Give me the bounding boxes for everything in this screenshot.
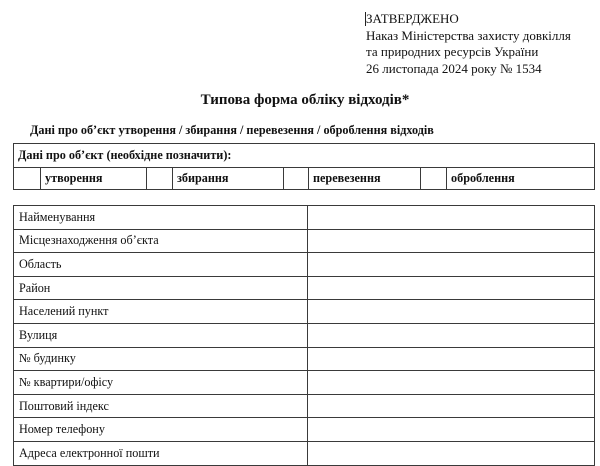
row-label-region: Область [14,253,308,277]
option-label-processing: оброблення [447,168,595,190]
email-field[interactable] [308,441,595,465]
building-number-field[interactable] [308,347,595,371]
checkbox-transportation[interactable] [284,168,309,190]
postal-code-field[interactable] [308,394,595,418]
table-row [14,206,595,230]
table-row [14,347,595,371]
object-details-table [13,205,595,466]
checkbox-collection[interactable] [147,168,173,190]
phone-field[interactable] [308,418,595,442]
street-field[interactable] [308,323,595,347]
object-type-heading: Дані про об’єкт (необхідне позначити): [14,144,595,168]
location-field[interactable] [308,229,595,253]
option-label-transportation: перевезення [309,168,421,190]
option-label-generation: утворення [41,168,147,190]
row-label-settlement: Населений пункт [14,300,308,324]
table-row [14,441,595,465]
row-label-name: Найменування [14,206,308,230]
order-line-2: та природних ресурсів України [366,44,539,60]
order-line-1: Наказ Міністерства захисту довкілля [366,27,571,43]
row-label-postal-code: Поштовий індекс [14,394,308,418]
section-subtitle: Дані про об’єкт утворення / збирання / перевезення / оброблення відходів [30,123,434,137]
table-row [14,253,595,277]
table-row [14,371,595,395]
checkbox-processing[interactable] [421,168,447,190]
table-row [14,276,595,300]
row-label-email: Адреса електронної пошти [14,441,308,465]
name-field[interactable] [308,206,595,230]
table-row [14,394,595,418]
option-label-collection: збирання [173,168,284,190]
table-row [14,300,595,324]
table-row [14,229,595,253]
row-label-apartment-office: № квартири/офісу [14,371,308,395]
region-field[interactable] [308,253,595,277]
row-label-building-number: № будинку [14,347,308,371]
row-label-phone: Номер телефону [14,418,308,442]
document-title: Типова форма обліку відходів* [200,92,410,108]
row-label-street: Вулиця [14,323,308,347]
object-type-table [13,143,595,190]
order-line-3: 26 листопада 2024 року № 1534 [366,60,542,76]
checkbox-generation[interactable] [14,168,41,190]
apartment-office-field[interactable] [308,371,595,395]
row-label-location: Місцезнаходження об’єкта [14,229,308,253]
table-row [14,418,595,442]
settlement-field[interactable] [308,300,595,324]
table-row [14,323,595,347]
approval-stamp [366,11,571,77]
approved-label: ЗАТВЕРДЖЕНО [366,11,459,26]
row-label-district: Район [14,276,308,300]
district-field[interactable] [308,276,595,300]
